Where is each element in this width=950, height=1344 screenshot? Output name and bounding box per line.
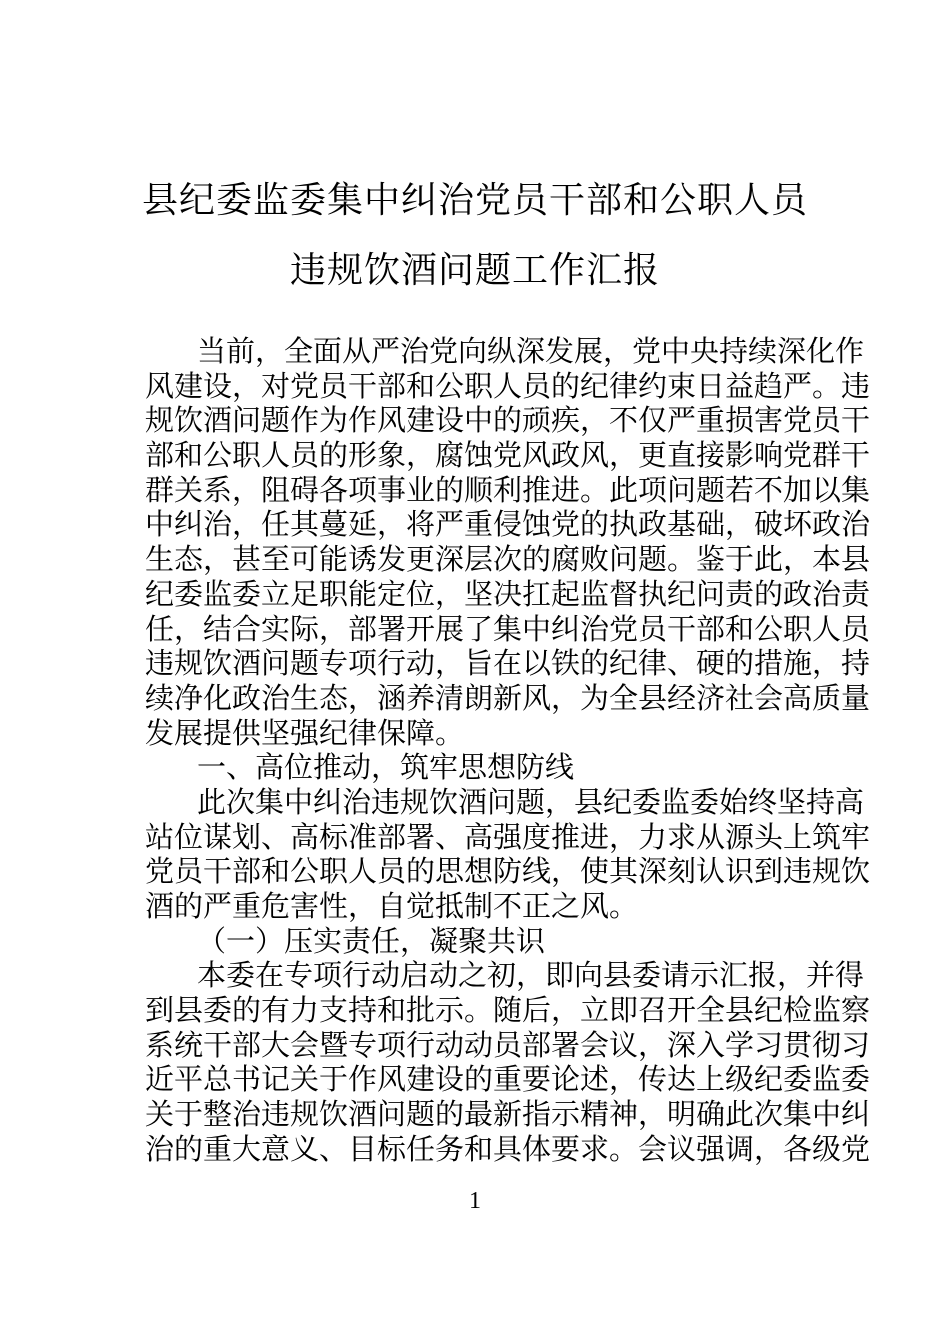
text-line: 关于整治违规饮酒问题的最新指示精神，明确此次集中纠 [145, 1097, 871, 1132]
text-line: 违规饮酒问题专项行动，旨在以铁的纪律、硬的措施，持 [145, 646, 871, 681]
text-line: 续净化政治生态，涵养清朗新风，为全县经济社会高质量 [145, 680, 871, 715]
document-title-line-1: 县纪委监委集中纠治党员干部和公职人员 [141, 180, 808, 221]
text-line: 风建设，对党员干部和公职人员的纪律约束日益趋严。违 [145, 368, 871, 403]
document-body [145, 334, 871, 1167]
text-line: 站位谋划、高标准部署、高强度推进，力求从源头上筑牢 [145, 819, 871, 854]
document-title-line-2: 违规饮酒问题工作汇报 [289, 250, 660, 291]
section-heading [145, 750, 808, 785]
text-line: 部和公职人员的形象，腐蚀党风政风，更直接影响党群干 [145, 438, 871, 473]
text-line: 治的重大意义、目标任务和具体要求。会议强调，各级党 [145, 1131, 871, 1166]
paragraph [145, 334, 871, 750]
text-line: 此次集中纠治违规饮酒问题，县纪委监委始终坚持高 [197, 784, 865, 819]
heading-text: （一）压实责任，凝聚共识 [197, 923, 546, 958]
text-line: 本委在专项行动启动之初，即向县委请示汇报，并得 [197, 958, 865, 993]
heading-text: 一、高位推动，筑牢思想防线 [197, 750, 575, 785]
text-line: 到县委的有力支持和批示。随后，立即召开全县纪检监察 [145, 993, 871, 1028]
text-line: 群关系，阻碍各项事业的顺利推进。此项问题若不加以集 [145, 472, 871, 507]
paragraph [145, 784, 871, 924]
text-line: 酒的严重危害性，自觉抵制不正之风。 [145, 889, 639, 923]
text-line: 任，结合实际，部署开展了集中纠治党员干部和公职人员 [145, 611, 871, 646]
section-heading [145, 924, 808, 959]
paragraph [145, 958, 871, 1166]
text-line: 系统干部大会暨专项行动动员部署会议，深入学习贯彻习 [145, 1027, 871, 1062]
text-line: 规饮酒问题作为作风建设中的顽疾，不仅严重损害党员干 [145, 403, 871, 438]
text-line: 纪委监委立足职能定位，坚决扛起监督执纪问责的政治责 [145, 576, 871, 611]
text-line: 生态，甚至可能诱发更深层次的腐败问题。鉴于此，本县 [145, 542, 871, 577]
text-line: 近平总书记关于作风建设的重要论述，传达上级纪委监委 [145, 1062, 871, 1097]
text-line: 当前，全面从严治党向纵深发展，党中央持续深化作 [197, 334, 865, 368]
page-number: 1 [469, 1188, 481, 1214]
text-line: 发展提供坚强纪律保障。 [145, 715, 465, 750]
text-line: 中纠治，任其蔓延，将严重侵蚀党的执政基础，破坏政治 [145, 507, 871, 542]
text-line: 党员干部和公职人员的思想防线，使其深刻认识到违规饮 [145, 854, 871, 889]
